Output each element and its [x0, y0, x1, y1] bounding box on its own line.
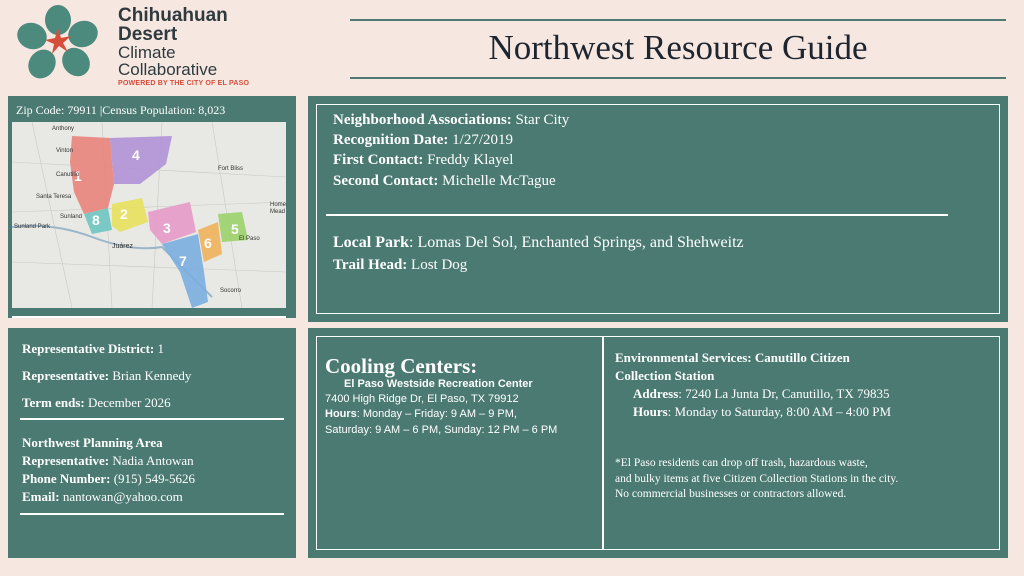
environmental-address-value: : 7240 La Junta Dr, Canutillo, TX 79835: [678, 386, 890, 401]
district-value: 1: [157, 341, 164, 356]
place-canutillo: Canutillo: [56, 172, 80, 178]
brand-logo: [10, 2, 260, 87]
cooling-hours-line2: Saturday: 9 AM – 6 PM, Sunday: 12 PM – 6 PM: [325, 424, 558, 436]
environmental-hours-row: [615, 404, 891, 420]
brand-line2: Desert: [118, 24, 178, 45]
term-row: [22, 395, 171, 411]
brand-wordmark: [118, 6, 249, 87]
trail-head-label: Trail Head:: [333, 257, 408, 273]
map-bottom-rule: [12, 316, 286, 318]
district-label-7: 7: [179, 253, 187, 269]
brand-line1: Chihuahuan: [118, 5, 228, 26]
representative-row: [22, 368, 191, 384]
place-mead: Mead: [270, 209, 286, 215]
representative-panel: [8, 328, 296, 558]
neighborhood-association-label: Neighborhood Associations:: [333, 112, 512, 128]
title-top-rule: [350, 19, 1006, 21]
phone-row: [22, 471, 195, 487]
services-panel: [308, 328, 1008, 558]
brand-line3: Climate: [118, 43, 176, 62]
second-contact-row: [333, 173, 556, 190]
representative-bottom-rule: [20, 513, 284, 515]
representative-divider: [20, 418, 284, 420]
place-vinton: Vinton: [56, 148, 73, 154]
district-label-1: 1: [74, 168, 82, 184]
neighborhood-association-value: Star City: [515, 112, 570, 128]
brand-tagline: POWERED BY THE CITY OF EL PASO: [118, 80, 250, 87]
first-contact-value: Freddy Klayel: [427, 152, 514, 168]
district-row: [22, 341, 164, 357]
email-label: Email:: [22, 489, 60, 504]
page-title: Northwest Resource Guide: [488, 28, 868, 67]
local-park-row: [333, 234, 744, 252]
district-map: [12, 122, 286, 308]
district-label-8: 8: [92, 212, 100, 228]
neighborhood-divider: [326, 214, 948, 216]
planning-heading-text: Northwest Planning Area: [22, 435, 163, 450]
district-label-6: 6: [204, 235, 212, 251]
trail-head-row: [333, 257, 467, 274]
term-label: Term ends:: [22, 395, 85, 410]
phone-label: Phone Number:: [22, 471, 111, 486]
cooling-hours-label: Hours: [325, 408, 357, 420]
neighborhood-panel: [308, 96, 1008, 322]
place-socorro: Socorro: [220, 288, 242, 294]
planning-rep-row: [22, 453, 194, 469]
environmental-heading-line1: Environmental Services: Canutillo Citizen: [615, 350, 850, 365]
brand-line4: Collaborative: [118, 60, 218, 79]
local-park-value: : Lomas Del Sol, Enchanted Springs, and Shehweitz: [409, 234, 744, 251]
environmental-note-line1: *El Paso residents can drop off trash, hazardous waste,: [615, 457, 868, 469]
place-juarez: Juárez: [112, 243, 134, 250]
cooling-center-name: El Paso Westside Recreation Center: [344, 378, 533, 390]
district-label-2: 2: [120, 206, 128, 222]
cooling-hours-row1: [325, 408, 517, 420]
cooling-hours-line1: : Monday – Friday: 9 AM – 9 PM,: [356, 408, 517, 420]
environmental-hours-value: : Monday to Saturday, 8:00 AM – 4:00 PM: [667, 404, 892, 419]
district-label-4: 4: [132, 147, 140, 163]
district-label-3: 3: [163, 220, 171, 236]
collaborative-flower-icon: [10, 2, 106, 82]
environmental-hours-label: Hours: [633, 404, 668, 419]
services-column-divider: [602, 336, 604, 550]
representative-value: Brian Kennedy: [112, 368, 192, 383]
local-park-label: Local Park: [333, 234, 409, 251]
recognition-date-row: [333, 132, 513, 149]
place-anthony: Anthony: [52, 126, 75, 132]
cooling-heading: Cooling Centers:: [325, 354, 478, 378]
representative-label: Representative:: [22, 368, 110, 383]
term-value: December 2026: [87, 395, 171, 410]
phone-value: (915) 549-5626: [113, 471, 195, 486]
planning-rep-value: Nadia Antowan: [112, 453, 194, 468]
second-contact-value: Michelle McTague: [442, 173, 556, 189]
environmental-note-line3: No commercial businesses or contractors allowed.: [615, 488, 847, 500]
email-row: [22, 489, 183, 505]
environmental-heading-line2: Collection Station: [615, 368, 715, 383]
neighborhood-association-row: [333, 112, 569, 129]
planning-rep-label: Representative:: [22, 453, 110, 468]
district-map-svg: [12, 122, 286, 308]
environmental-note-line2: and bulky items at five Citizen Collection Stations in the city.: [615, 473, 899, 485]
title-bottom-rule: [350, 77, 1006, 79]
recognition-date-label: Recognition Date:: [333, 132, 449, 148]
place-sunland: Sunland: [60, 214, 83, 220]
district-label-5: 5: [231, 221, 239, 237]
place-fort-bliss: Fort Bliss: [218, 166, 244, 172]
zip-census-label: Zip Code: 79911 |Census Population: 8,023: [16, 103, 226, 117]
trail-head-value: Lost Dog: [411, 257, 468, 273]
planning-heading: [22, 435, 163, 451]
place-el-paso: El Paso: [239, 236, 260, 242]
district-label: Representative District:: [22, 341, 155, 356]
place-sunland-park: Sunland Park: [14, 224, 51, 230]
recognition-date-value: 1/27/2019: [452, 132, 513, 148]
place-home: Home: [270, 202, 286, 208]
place-santa-teresa: Santa Teresa: [36, 194, 72, 200]
email-value[interactable]: nantowan@yahoo.com: [62, 489, 183, 504]
first-contact-row: [333, 152, 513, 169]
cooling-center-address: 7400 High Ridge Dr, El Paso, TX 79912: [325, 393, 519, 405]
first-contact-label: First Contact:: [333, 152, 424, 168]
environmental-address-label: Address: [633, 386, 679, 401]
environmental-address-row: [615, 386, 889, 402]
second-contact-label: Second Contact:: [333, 173, 439, 189]
